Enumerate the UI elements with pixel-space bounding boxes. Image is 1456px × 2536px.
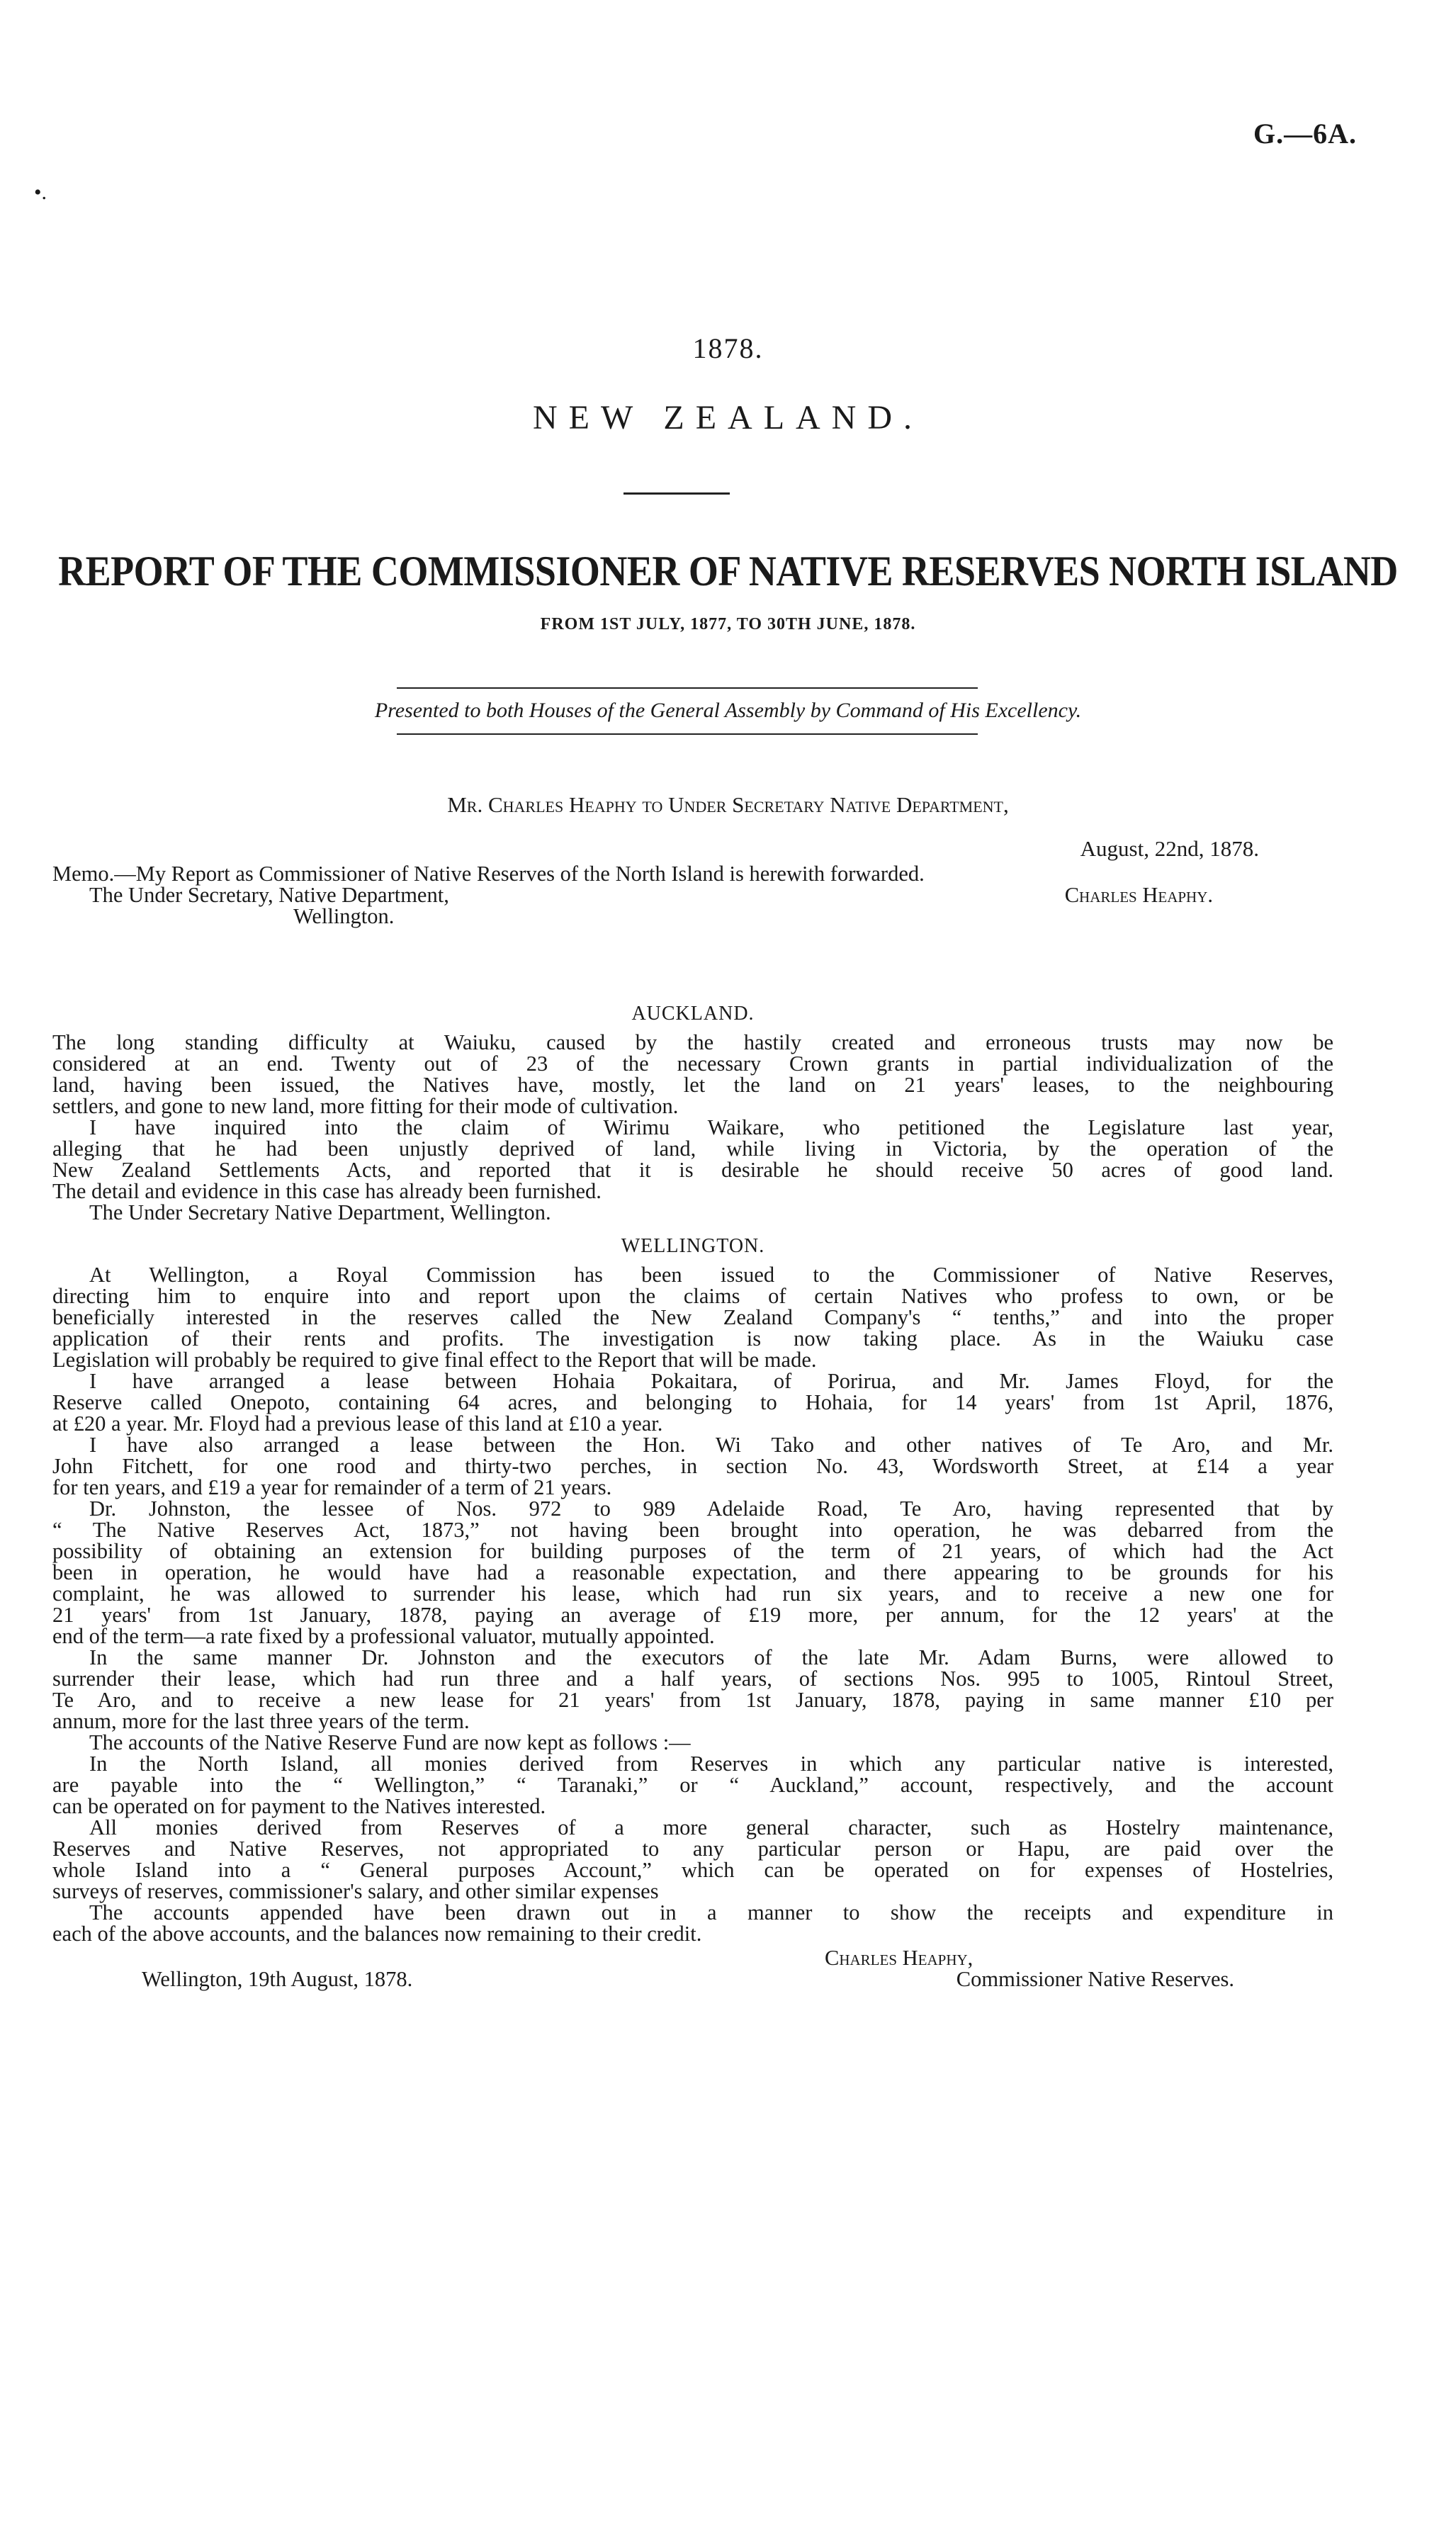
memo-signature: Charles Heaphy. (1064, 883, 1213, 907)
paragraph-line: Legislation will probably be required to give final effect to the Report that will be made. (52, 1348, 817, 1372)
paragraph-line: considered at an end. Twenty out of 23 of the necessary Crown grants in partial individualization of the (52, 1052, 1333, 1076)
paragraph-line: can be operated on for payment to the Natives interested. (52, 1794, 546, 1818)
paragraph-line: The accounts of the Native Reserve Fund are now kept as follows :— (89, 1730, 691, 1754)
paragraph-line: The detail and evidence in this case has already been furnished. (52, 1179, 602, 1203)
paragraph-line: at £20 a year. Mr. Floyd had a previous lease of this land at £10 a year. (52, 1411, 663, 1436)
paragraph-line: end of the term—a rate fixed by a professional valuator, mutually appointed. (52, 1624, 715, 1648)
section-heading-auckland: AUCKLAND. (631, 1003, 755, 1025)
paragraph-line: whole Island into a “ General purposes Account,” which can be operated on for expenses of Hostelries, (52, 1858, 1333, 1882)
paragraph-line: directing him to enquire into and report upon the claims of certain Natives who profess to own, or be (52, 1284, 1333, 1308)
paragraph-line: I have arranged a lease between Hohaia Pokaitara, of Porirua, and Mr. James Floyd, for the (89, 1369, 1333, 1393)
paragraph-line: land, having been issued, the Natives have, mostly, let the land on 21 years' leases, to the neighbouring (52, 1073, 1333, 1097)
paragraph-line: been in operation, he would have had a reasonable expectation, and there appearing to be grounds for his (52, 1560, 1333, 1584)
closing-signature: Charles Heaphy, (825, 1946, 974, 1970)
paragraph-line: beneficially interested in the reserves called the New Zealand Company's “ tenths,” and into the proper (52, 1305, 1333, 1329)
document-year: 1878. (692, 332, 764, 364)
paragraph-line: complaint, he was allowed to surrender his lease, which had run six years, and to receive a new one for (52, 1582, 1333, 1606)
presented-rule-top (397, 687, 978, 689)
closing-row (52, 1968, 1333, 1990)
closing-place-date: Wellington, 19th August, 1878. (142, 1967, 413, 1991)
report-title: REPORT OF THE COMMISSIONER OF NATIVE RESERVES NORTH ISLAND (58, 547, 1398, 595)
report-body (52, 991, 1333, 1990)
paragraph-line: All monies derived from Reserves of a more general character, such as Hostelry maintenance, (89, 1815, 1333, 1839)
paragraph-line: for ten years, and £19 a year for remainder of a term of 21 years. (52, 1475, 612, 1499)
document-code: G.—6A. (1253, 118, 1357, 150)
memo-date: August, 22nd, 1878. (1080, 836, 1259, 861)
paragraph-line: John Fitchett, for one rood and thirty-two perches, in section No. 43, Wordsworth Street, at £14 a year (52, 1454, 1333, 1478)
paragraph-line: 21 years' from 1st January, 1878, paying an average of £19 more, per annum, for the 12 years' at the (52, 1603, 1333, 1627)
paragraph-line: Reserves and Native Reserves, not appropriated to any particular person or Hapu, are paid over the (52, 1837, 1333, 1861)
memo-block (52, 863, 1333, 927)
paragraph-line: Te Aro, and to receive a new lease for 21 years' from 1st January, 1878, paying in same manner £10 per (52, 1688, 1333, 1712)
paragraph-line: Dr. Johnston, the lessee of Nos. 972 to 989 Adelaide Road, Te Aro, having represented that by (89, 1497, 1333, 1521)
stray-mark: •. (34, 181, 47, 204)
paragraph-line: are payable into the “ Wellington,” “ Taranaki,” or “ Auckland,” account, respectively, and the account (52, 1773, 1333, 1797)
report-period: FROM 1ST JULY, 1877, TO 30TH JUNE, 1878. (540, 615, 916, 633)
paragraph-line: possibility of obtaining an extension for building purposes of the term of 21 years, of which had the Act (52, 1539, 1333, 1563)
title-divider (623, 492, 730, 495)
paragraph-line: “ The Native Reserves Act, 1873,” not having been brought into operation, he was debarred from the (52, 1518, 1333, 1542)
paragraph-line: New Zealand Settlements Acts, and reported that it is desirable he should receive 50 acres of good land. (52, 1158, 1333, 1182)
paragraph-line: In the same manner Dr. Johnston and the executors of the late Mr. Adam Burns, were allowed to (89, 1645, 1333, 1669)
closing-title: Commissioner Native Reserves. (956, 1967, 1234, 1991)
memo-heading: Mr. Charles Heaphy to Under Secretary Native Department, (447, 792, 1009, 817)
memo-line: Memo.—My Report as Commissioner of Native Reserves of the North Island is herewith forwarded. (52, 862, 925, 886)
paragraph-line: surveys of reserves, commissioner's salary, and other similar expenses (52, 1879, 659, 1903)
paragraph-line: surrender their lease, which had run three and a half years, of sections Nos. 995 to 1005, Rintoul Street, (52, 1667, 1333, 1691)
paragraph-line: I have inquired into the claim of Wirimu Waikare, who petitioned the Legislature last year, (89, 1115, 1333, 1139)
paragraph-line: I have also arranged a lease between the Hon. Wi Tako and other natives of Te Aro, and Mr. (89, 1433, 1333, 1457)
paragraph-line: alleging that he had been unjustly deprived of land, while living in Victoria, by the operation of the (52, 1137, 1333, 1161)
paragraph-line: settlers, and gone to new land, more fitting for their mode of cultivation. (52, 1094, 679, 1118)
paragraph-line: The Under Secretary Native Department, Wellington. (89, 1200, 551, 1224)
paragraph-line: annum, more for the last three years of the term. (52, 1709, 470, 1733)
paragraph-line: Reserve called Onepoto, containing 64 acres, and belonging to Hohaia, for 14 years' from 1st April, 1876, (52, 1390, 1333, 1414)
paragraph-line: The accounts appended have been drawn out in a manner to show the receipts and expenditure in (89, 1900, 1333, 1924)
section-heading-wellington: WELLINGTON. (621, 1235, 765, 1257)
paragraph-line: At Wellington, a Royal Commission has been issued to the Commissioner of Native Reserves, (89, 1263, 1333, 1287)
paragraph-line: In the North Island, all monies derived from Reserves in which any particular native is interested, (89, 1752, 1333, 1776)
presented-note: Presented to both Houses of the General Assembly by Command of His Excellency. (374, 699, 1082, 722)
paragraph-line: each of the above accounts, and the balances now remaining to their credit. (52, 1922, 702, 1946)
memo-addressee-city: Wellington. (293, 904, 395, 928)
country-heading: NEW ZEALAND. (532, 399, 924, 436)
paragraph-line: application of their rents and profits. The investigation is now taking place. As in the Waiuku case (52, 1326, 1333, 1351)
paragraph-line: The long standing difficulty at Waiuku, caused by the hastily created and erroneous trusts may now be (52, 1030, 1333, 1054)
presented-rule-bottom (397, 733, 978, 735)
memo-addressee-row (52, 884, 1333, 906)
memo-addressee: The Under Secretary, Native Department, (89, 883, 449, 907)
